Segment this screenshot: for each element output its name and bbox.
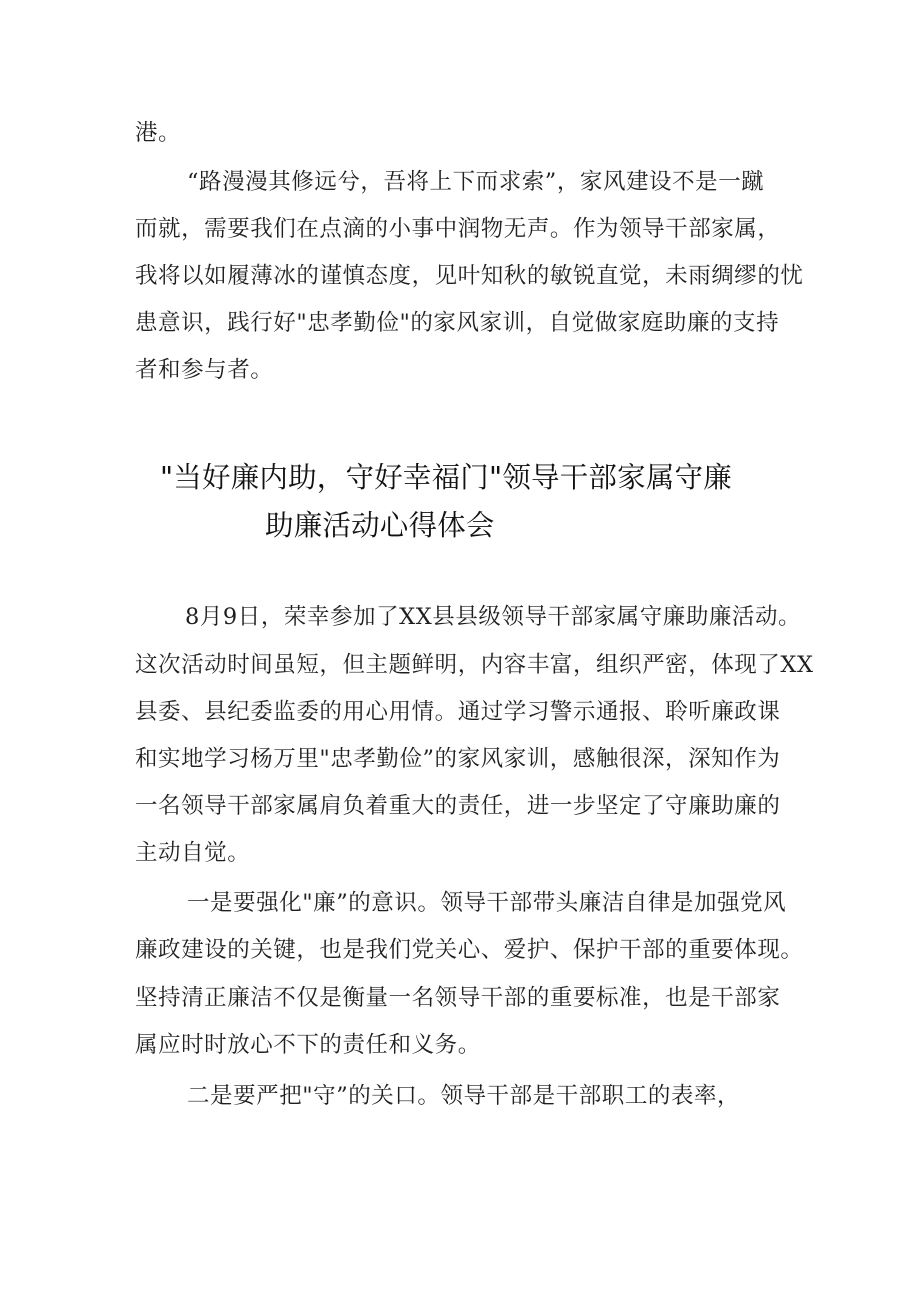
text-line: 主动自觉。 xyxy=(135,840,251,866)
title-line: "当好廉内助，守好幸福门"领导干部家属守廉 xyxy=(160,461,732,494)
text-line: 一名领导干部家属肩负着重大的责任，进一步坚定了守廉助廉的 xyxy=(135,793,781,819)
text-line: 而就，需要我们在点滴的小事中润物无声。作为领导干部家属， xyxy=(135,216,781,242)
text-line: “路漫漫其修远兮，吾将上下而求索”，家风建设不是一蹴 xyxy=(187,169,765,195)
text-line: 港。 xyxy=(135,120,182,146)
text-line: 县委、县纪委监委的用心用情。通过学习警示通报、聆听廉政课 xyxy=(135,699,781,725)
text-line: 者和参与者。 xyxy=(135,357,274,383)
text-line: 坚持清正廉洁不仅是衡量一名领导干部的重要标准，也是干部家 xyxy=(135,985,781,1011)
text-line: 患意识，践行好"忠孝勤俭"的家风家训，自觉做家庭助廉的支持 xyxy=(135,310,780,336)
text-line: 和实地学习杨万里"忠孝勤俭”的家风家训，感触很深，深知作为 xyxy=(135,746,781,772)
text-line: 属应时时放心不下的责任和义务。 xyxy=(135,1032,481,1058)
text-line: 8月9日，荣幸参加了XX县县级领导干部家属守廉助廉活动。 xyxy=(185,604,802,630)
text-line: 廉政建设的关键，也是我们党关心、爱护、保护干部的重要体现。 xyxy=(135,937,804,963)
text-line: 一是要强化"廉”的意识。领导干部带头廉洁自律是加强党风 xyxy=(187,890,787,916)
title-line: 助廉活动心得体会 xyxy=(265,509,495,542)
text-line: 二是要严把"守”的关口。领导干部是干部职工的表率， xyxy=(187,1083,741,1109)
text-line: 这次活动时间虽短，但主题鲜明，内容丰富，组织严密，体现了XX xyxy=(135,652,814,678)
text-line: 我将以如履薄冰的谨慎态度，见叶知秋的敏锐直觉，未雨绸缪的忧 xyxy=(135,263,804,289)
